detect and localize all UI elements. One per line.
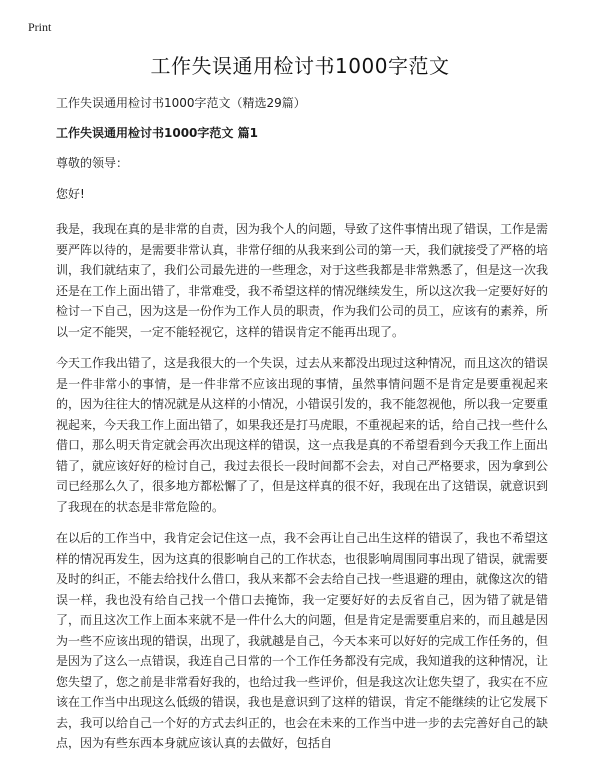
document-title: 工作失误通用检讨书1000字范文 — [150, 54, 450, 78]
document-body — [56, 219, 548, 765]
salutation: 您好! — [56, 187, 85, 201]
body-paragraph-2: 今天工作我出错了，这是我很大的一个失误，过去从来都没出现过这种情况，而且这次的错误是一件非常小的事情，是一件非常不应该出现的事情，虽然事情问题不是肯定是要重视起来的，因为往往大的情况就是从这样的小情况，小错误引发的，我不能忽视他，所以我一定要重视起来，今天我工作上面出错了，如果我还是打马虎眼，不重视起来的话，给自己找一些什么借口，那么明天肯定就会再次出现这样的错误，这一点我是真的不希望看到今天我工作上面出错了，就应该好好的检讨自己，我过去很长一段时间都不会去，对自己严格要求，因为拿到公司已经那么久了，很多地方都松懈了了，但是这样真的很不好，我现在出了这错误，就意识到了我现在的状态是非常危险的。 — [56, 356, 549, 514]
body-paragraph-3: 在以后的工作当中，我肯定会记住这一点，我不会再让自己出生这样的错误了，我也不希望这样的情况再发生，因为这真的很影响自己的工作状态，也很影响周围同事出现了错误，就需要及时的纠正，不能去给找什么借口，我从来都不会去给自己找一些退避的理由，就像这次的错误一样，我也没有给自己找一个借口去掩饰，我一定要好好的去反省自己，因为错了就是错了，而且这次工作上面本来就不是一件什么大的问题，但是肯定是需要重启来的，而且越是因为一些不应该出现的错误，出现了，我就越是自己，今天本来可以好好的完成工作任务的，但是因为了这么一点错误，我连自己日常的一个工作任务都没有完成，我知道我的这种情况，让您失望了，您之前是非常看好我的，也给过我一些评价，但是我这次让您失望了，我实在不应该在工作当中出现这么低级的错误，我也是意识到了这样的错误，肯定不能继续的让它发展下去，我可以给自己一个好的方式去纠正的，也会在未来的工作当中进一步的去完善好自己的缺点，因为有些东西本身就应该认真的去做好，包括自 — [56, 531, 549, 750]
print-link[interactable]: Print — [28, 20, 52, 34]
document-subtitle: 工作失误通用检讨书1000字范文（精选29篇） — [56, 96, 306, 110]
greeting: 尊敬的领导： — [56, 156, 129, 170]
body-paragraph-1: 我是，我现在真的是非常的自责，因为我个人的问题，导致了这件事情出现了错误，工作是需要严阵以待的，是需要非常认真，非常仔细的从我来到公司的第一天，我们就接受了严格的培训，我们就结束了，我们公司最先进的一些理念，对于这些我都是非常熟悉了，但是这一次我还是在工作上面出错了，非常难受，我不希望这样的情况继续发生，所以这次我一定要好好的检讨一下自己，因为这是一份作为工作人员的职责，作为我们公司的员工，应该有的素养，所以一定不能哭，一定不能轻视它，这样的错误肯定不能再出现了。 — [56, 222, 549, 339]
section-title: 工作失误通用检讨书1000字范文 篇1 — [56, 126, 258, 140]
